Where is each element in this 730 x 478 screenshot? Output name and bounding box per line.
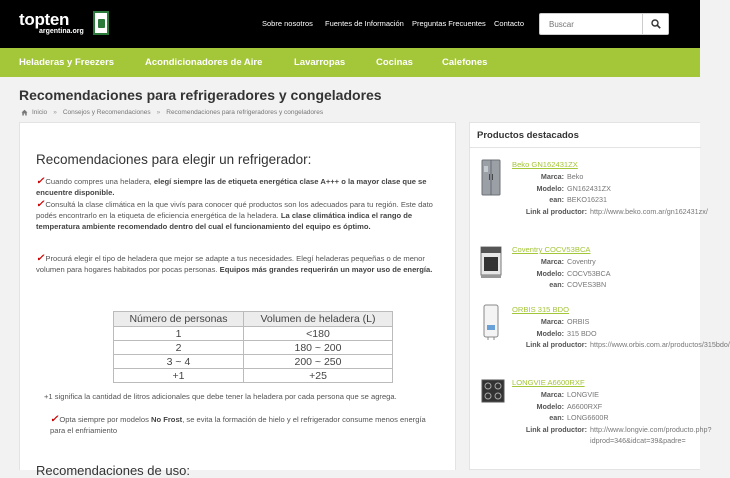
- table-cell: +25: [244, 369, 393, 383]
- nav-sobre-nosotros[interactable]: Sobre nosotros: [262, 19, 313, 28]
- recommendation-2: ✓Consultá la clase climática en la que vivís para conocer qué productos son los adecuados para tu región. Este dato podés encontrarlo en la etiqueta de eficiencia energética de la heladera. La clase climática indica el rango de temperatura ambiente recomendado dentro del cual el funcionamiento del equipo es óptimo.: [36, 199, 433, 231]
- search-input[interactable]: [540, 14, 644, 34]
- search-button[interactable]: [642, 14, 668, 34]
- home-icon[interactable]: [21, 109, 28, 116]
- breadcrumb: [21, 109, 323, 116]
- nav-contacto[interactable]: Contacto: [494, 19, 525, 28]
- table-cell: 180 ~ 200: [244, 341, 393, 355]
- table-note: +1 significa la cantidad de litros adicionales que debe tener la heladera por cada persona que se agrega.: [44, 392, 397, 401]
- volume-table: [113, 311, 393, 383]
- product-link[interactable]: ORBIS 315 BDO: [512, 305, 569, 314]
- fridge-icon[interactable]: [480, 160, 502, 196]
- logo-text: topten: [19, 10, 70, 29]
- product-link[interactable]: Coventry COCV53BCA: [512, 245, 591, 254]
- sidebar-header: [470, 123, 701, 148]
- argentina-badge-icon: [93, 11, 109, 35]
- cooktop-icon[interactable]: [480, 378, 506, 414]
- product-url[interactable]: http://www.beko.com.ar/gn162431zx/: [590, 206, 708, 216]
- table-header: Número de personas: [114, 312, 244, 327]
- product-link[interactable]: LONGVIE A6600RXF: [512, 378, 585, 387]
- breadcrumb-inicio[interactable]: Inicio: [32, 109, 48, 116]
- checkmark-icon: ✓: [36, 253, 45, 264]
- product-link[interactable]: Beko GN162431ZX: [512, 160, 578, 169]
- checkmark-icon: ✓: [50, 414, 59, 425]
- category-cocinas[interactable]: Cocinas: [376, 57, 413, 68]
- category-lavarropas[interactable]: Lavarropas: [294, 57, 346, 68]
- table-cell: +1: [114, 369, 244, 383]
- checkmark-icon: ✓: [36, 199, 45, 210]
- site-logo[interactable]: [19, 10, 109, 38]
- next-section-heading: Recomendaciones de uso:: [36, 463, 190, 478]
- table-cell: 200 ~ 250: [244, 355, 393, 369]
- top-bar: [0, 0, 700, 48]
- category-heladeras[interactable]: Heladeras y Freezers: [19, 57, 115, 68]
- checkmark-icon: ✓: [36, 176, 45, 187]
- product-url[interactable]: https://www.orbis.com.ar/productos/315bdo/: [590, 340, 730, 349]
- table-cell: 1: [114, 327, 244, 341]
- sidebar-title: Productos destacados: [477, 130, 579, 141]
- stove-icon[interactable]: [480, 245, 502, 281]
- category-calefones[interactable]: Calefones: [442, 57, 488, 68]
- main-content: [19, 122, 456, 478]
- water-heater-icon[interactable]: [480, 305, 502, 341]
- search-box: [539, 13, 669, 35]
- table-row: [114, 327, 393, 341]
- table-row: [114, 369, 393, 383]
- page-title: Recomendaciones para refrigeradores y congeladores: [19, 87, 382, 103]
- table-cell: <180: [244, 327, 393, 341]
- breadcrumb-consejos[interactable]: Consejos y Recomendaciones: [62, 109, 151, 116]
- logo-subtext: argentina.org: [39, 28, 84, 35]
- page-header: [0, 77, 700, 122]
- featured-products-sidebar: Productos destacados Beko GN162431ZX Marca: Beko Modelo: GN162431ZX ean: BEKO16231 Link al productor: http://www.beko.com.ar/gn162431zx/ Coventry COCV53BCA Marca: Coventry Modelo: COCV53BCA ean: COVES3BN ORBIS 315 BDO Marca: ORBIS Modelo: 315 BDO Link al productor: https://www.orbis.com.ar/productos/315bdo/ LONGVIE A6600RXF Marca: LONGVIE Modelo: A6600RXF ean: LONG6600R Link al productor: http://www.longvie.com/producto.php?idprod=346&idcat=39&padre=: [469, 122, 700, 470]
- search-icon: [651, 19, 661, 29]
- table-header-row: [114, 312, 393, 327]
- breadcrumb-current: Recomendaciones para refrigeradores y congeladores: [166, 109, 324, 116]
- recommendation-4: ✓Opta siempre por modelos No Frost, se evita la formación de hielo y el refrigerador consume menos energía para el enfriamiento: [50, 414, 426, 435]
- nav-fuentes[interactable]: Fuentes de Información: [325, 19, 404, 28]
- recommendation-3: ✓Procurá elegir el tipo de heladera que mejor se adapte a tus necesidades. Elegí heladeras pequeñas o de menor volumen para hogares habitados por pocas personas. Equipos más grandes requerirán un mayor uso de energía.: [36, 253, 433, 274]
- section-heading: Recomendaciones para elegir un refrigerador:: [36, 152, 312, 167]
- product-url[interactable]: http://www.longvie.com/producto.php?idprod=346&idcat=39&padre=: [590, 424, 712, 445]
- table-header: Volumen de heladera (L): [244, 312, 393, 327]
- category-nav: [0, 48, 700, 77]
- breadcrumb-separator: »: [53, 109, 57, 116]
- table-row: [114, 355, 393, 369]
- category-acondicionadores[interactable]: Acondicionadores de Aire: [145, 57, 263, 68]
- nav-preguntas[interactable]: Preguntas Frecuentes: [412, 19, 486, 28]
- breadcrumb-separator: »: [156, 109, 161, 116]
- table-row: [114, 341, 393, 355]
- table-cell: 2: [114, 341, 244, 355]
- table-cell: 3 ~ 4: [114, 355, 244, 369]
- recommendation-1: ✓Cuando compres una heladera, elegí siempre las de etiqueta energética clase A+++ o la mayor clase que se encuentre disponible.: [36, 176, 427, 197]
